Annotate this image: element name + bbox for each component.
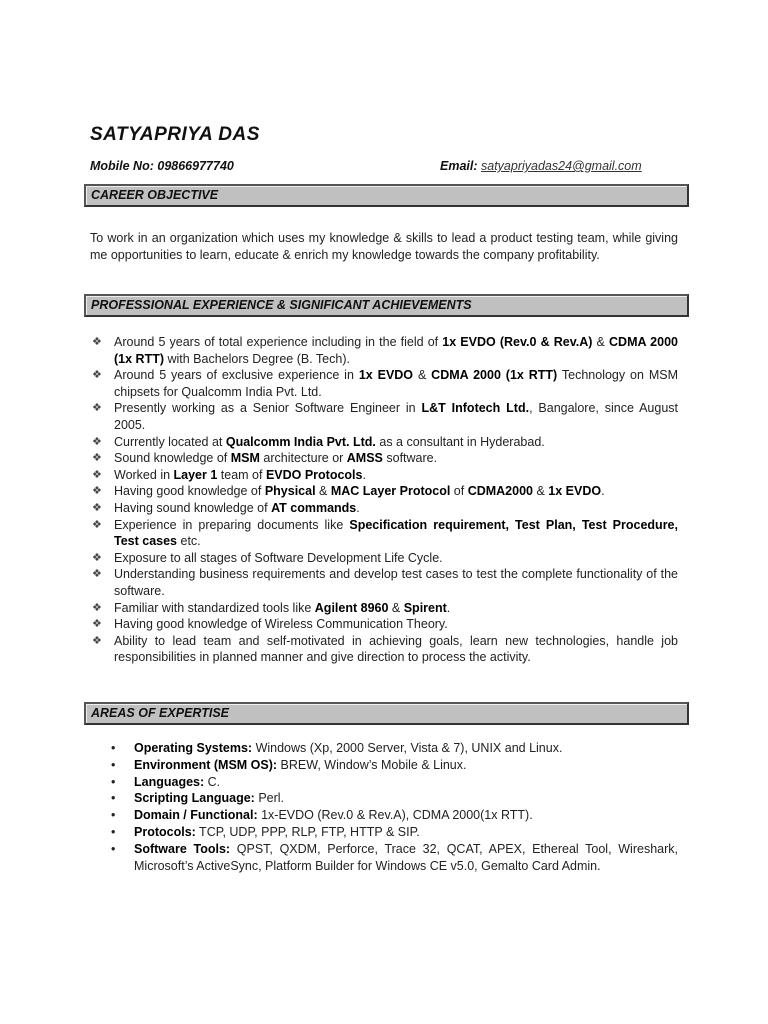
text: &	[592, 335, 610, 349]
bold-text: MSM	[230, 451, 260, 466]
diamond-bullet-icon: ❖	[92, 485, 102, 498]
text: architecture or	[259, 451, 347, 466]
diamond-bullet-icon: ❖	[92, 369, 102, 382]
bold-text: Spirent	[403, 600, 447, 615]
diamond-bullet-icon: ❖	[92, 518, 102, 531]
candidate-name: SATYAPRIYA DAS	[90, 124, 260, 145]
bullet-icon: •	[111, 841, 116, 856]
bold-text: Agilent 8960	[314, 600, 389, 615]
list-item	[90, 467, 678, 484]
list-item	[90, 517, 678, 550]
text: Worked in	[114, 467, 174, 482]
list-item	[90, 500, 678, 517]
diamond-bullet-icon: ❖	[92, 618, 102, 631]
list-item	[108, 824, 678, 841]
contact-line	[90, 159, 678, 173]
diamond-bullet-icon: ❖	[92, 468, 102, 481]
text: Presently working as a Senior Software Engineer in	[114, 401, 422, 416]
bold-text: Domain / Functional:	[134, 808, 258, 823]
text: &	[533, 484, 549, 499]
text: with Bachelors Degree (B. Tech).	[164, 351, 350, 366]
bullet-icon: •	[111, 757, 116, 772]
bold-text: CDMA 2000 (1x RTT)	[114, 335, 678, 366]
diamond-bullet-icon: ❖	[92, 568, 102, 581]
list-item	[90, 550, 678, 567]
list-item	[108, 740, 678, 757]
bold-text: AMSS	[346, 451, 383, 466]
experience-list	[90, 334, 678, 666]
diamond-bullet-icon: ❖	[92, 336, 102, 348]
list-item	[90, 483, 678, 500]
text: Ability to lead team and self-motivated in achieving goals, learn new technologies, handle job responsibilities in planned manner and give direction to process the activity.	[114, 633, 678, 665]
bold-text: Software Tools:	[134, 841, 231, 856]
list-item	[108, 841, 678, 875]
text: team of	[217, 467, 266, 482]
text: TCP, UDP, PPP, RLP, FTP, HTTP & SIP.	[195, 824, 420, 839]
list-item	[90, 400, 678, 433]
text: &	[413, 368, 432, 383]
bold-text: MAC Layer Protocol	[330, 484, 451, 499]
text: as a consultant in Hyderabad.	[375, 434, 545, 449]
diamond-bullet-icon: ❖	[92, 634, 102, 647]
bold-text: L&T Infotech Ltd.	[421, 401, 530, 416]
diamond-bullet-icon: ❖	[92, 402, 102, 415]
list-item	[90, 566, 678, 599]
bullet-icon: •	[111, 824, 116, 839]
list-item	[108, 757, 678, 774]
mobile-label: Mobile No:	[90, 159, 154, 173]
section-header-experience: PROFESSIONAL EXPERIENCE & SIGNIFICANT ACHIEVEMENTS	[84, 294, 689, 317]
diamond-bullet-icon: ❖	[92, 452, 102, 465]
career-objective-text: To work in an organization which uses my knowledge & skills to lead a product testing team, while giving me opportunities to learn, educate & enrich my knowledge towards the company profitability.	[90, 231, 678, 262]
bullet-icon: •	[111, 808, 116, 823]
section-header-expertise: AREAS OF EXPERTISE	[84, 702, 689, 725]
text: of	[450, 484, 468, 499]
text: Having good knowledge of	[114, 484, 265, 499]
bullet-icon: •	[111, 791, 116, 806]
list-item	[90, 334, 678, 367]
list-item	[108, 790, 678, 807]
bold-text: AT commands	[271, 500, 357, 515]
expertise-list	[108, 740, 678, 874]
text: Around 5 years of exclusive experience in	[114, 368, 359, 383]
bullet-icon: •	[111, 774, 116, 789]
text: Familiar with standardized tools like	[114, 600, 315, 615]
bold-text: EVDO Protocols	[265, 467, 363, 482]
bold-text: Languages:	[134, 774, 205, 789]
text: C.	[204, 774, 221, 789]
text: Experience in preparing documents like	[114, 517, 350, 532]
text: .	[446, 600, 451, 615]
bold-text: Scripting Language:	[134, 791, 255, 806]
text: Having good knowledge of Wireless Communication Theory.	[114, 617, 448, 632]
text: .	[601, 484, 605, 499]
email-label: Email:	[440, 159, 478, 173]
text: Understanding business requirements and develop test cases to test the complete functionality of the software.	[114, 567, 678, 598]
text: Having sound knowledge of	[114, 500, 272, 515]
bold-text: Specification requirement, Test Plan, Test Procedure, Test cases	[114, 517, 678, 549]
text: Windows (Xp, 2000 Server, Vista & 7), UNIX and Linux.	[252, 741, 563, 755]
bold-text: Environment (MSM OS):	[134, 757, 278, 772]
bold-text: 1x EVDO	[548, 484, 602, 499]
text: Perl.	[254, 791, 285, 806]
text: .	[356, 500, 360, 515]
list-item	[108, 807, 678, 824]
text: .	[362, 467, 366, 482]
text: Currently located at	[114, 434, 226, 449]
list-item	[90, 450, 678, 467]
bold-text: Physical	[264, 484, 316, 499]
text: software.	[382, 451, 438, 466]
list-item	[90, 616, 678, 633]
text: &	[388, 600, 404, 615]
text: , Bangalore, since August 2005.	[114, 401, 679, 432]
text: QPST, QXDM, Perforce, Trace 32, QCAT, APEX, Ethereal Tool, Wireshark, Microsoft’s ActiveSync, Platform Builder for Windows CE v5.0, Gemalto Card Admin.	[134, 841, 678, 873]
list-item	[108, 774, 678, 791]
text: BREW, Window’s Mobile & Linux.	[277, 757, 467, 772]
bold-text: 1x EVDO (Rev.0 & Rev.A)	[442, 335, 593, 349]
diamond-bullet-icon: ❖	[92, 435, 102, 448]
list-item	[90, 633, 678, 666]
bold-text: Operating Systems:	[134, 741, 253, 755]
list-item	[90, 367, 678, 400]
text: 1x-EVDO (Rev.0 & Rev.A), CDMA 2000(1x RTT).	[257, 808, 533, 823]
bold-text: CDMA2000	[467, 484, 533, 499]
list-item	[90, 434, 678, 451]
text: Technology on MSM chipsets for Qualcomm India Pvt. Ltd.	[114, 368, 678, 399]
text: Exposure to all stages of Software Development Life Cycle.	[114, 550, 443, 565]
text: etc.	[177, 534, 201, 549]
bold-text: 1x EVDO	[358, 368, 414, 383]
email-block	[440, 159, 642, 173]
mobile-number: 09866977740	[157, 159, 234, 173]
email-link[interactable]: satyapriyadas24@gmail.com	[481, 159, 642, 173]
text: Sound knowledge of	[114, 451, 231, 466]
section-header-career-objective: CAREER OBJECTIVE	[84, 184, 689, 207]
text: Around 5 years of total experience including in the field of	[114, 335, 443, 349]
list-item	[90, 600, 678, 617]
bold-text: Qualcomm India Pvt. Ltd.	[225, 434, 376, 449]
diamond-bullet-icon: ❖	[92, 551, 102, 564]
bold-text: CDMA 2000 (1x RTT)	[431, 368, 558, 383]
diamond-bullet-icon: ❖	[92, 501, 102, 514]
bold-text: Protocols:	[134, 824, 196, 839]
bullet-icon: •	[111, 741, 116, 755]
diamond-bullet-icon: ❖	[92, 601, 102, 614]
text: &	[315, 484, 331, 499]
bold-text: Layer 1	[173, 467, 218, 482]
